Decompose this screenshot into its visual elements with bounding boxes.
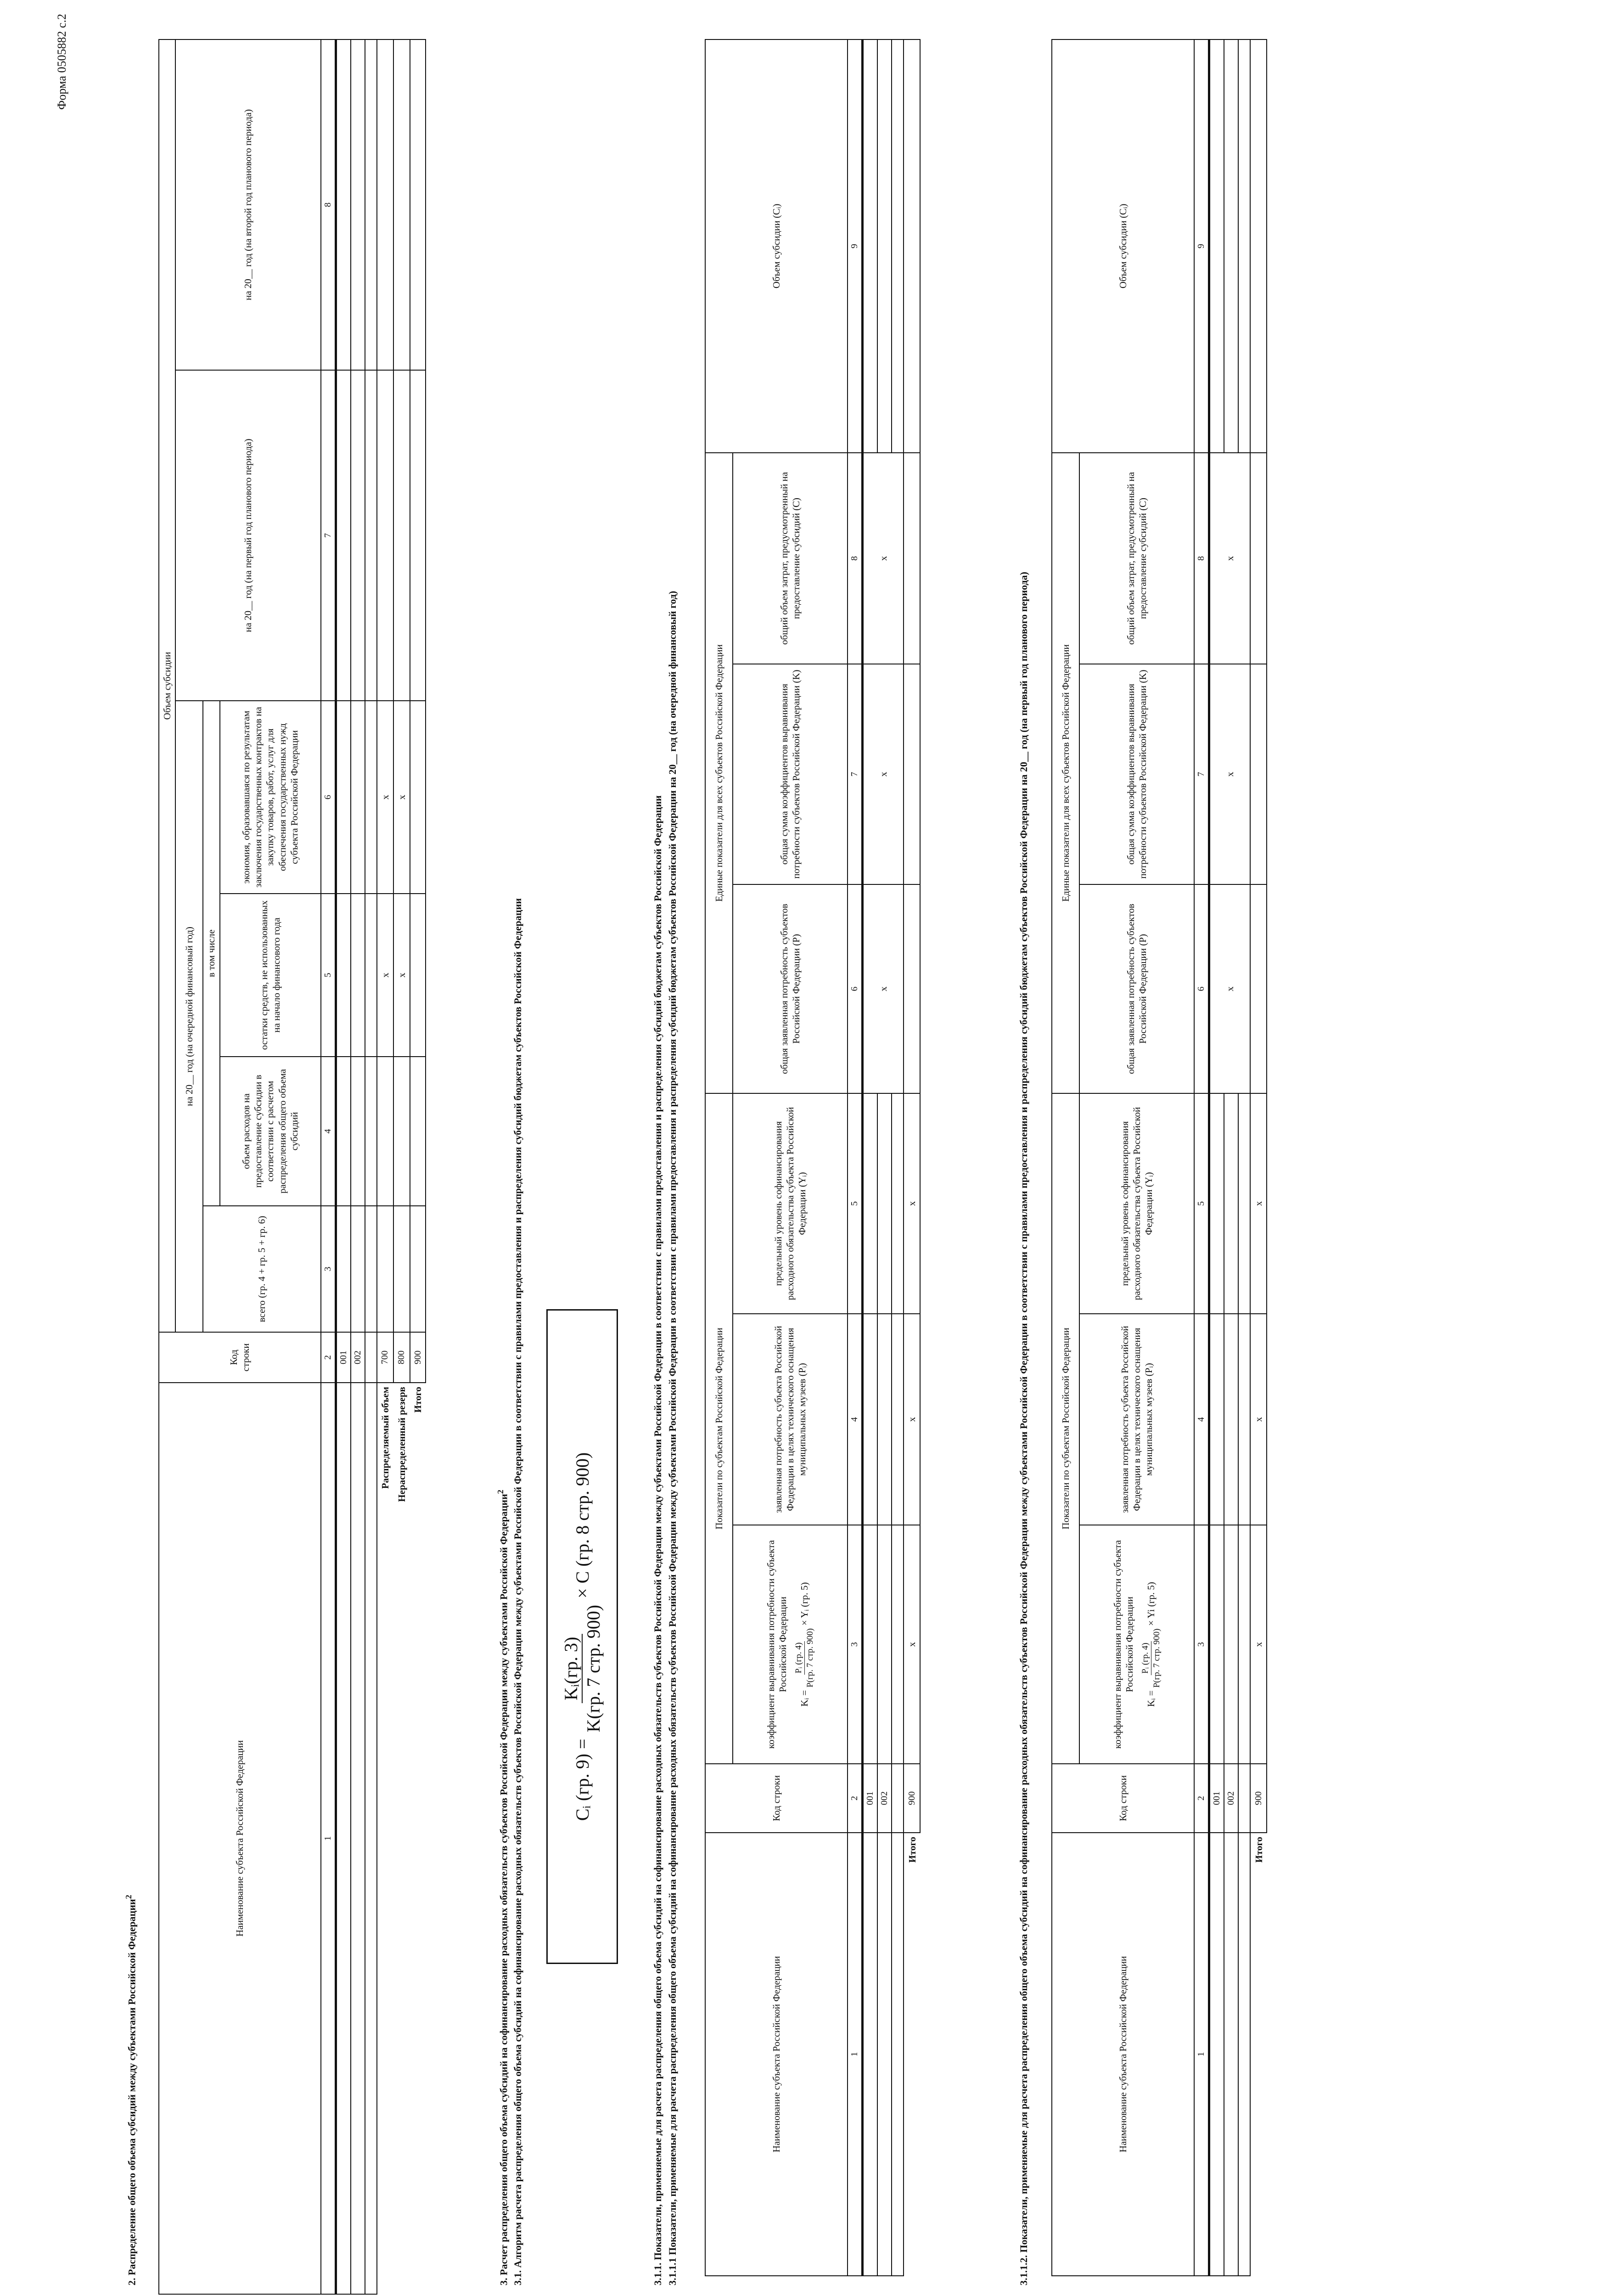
colnum-6: 6 — [848, 884, 863, 1093]
header-col4: заявленная потребность субъекта Российской Федерации в целях технического оснащения муниципальных музеев (Pᵢ) — [1079, 1314, 1194, 1525]
colnum-2: 2 — [321, 1332, 336, 1383]
total-c3: x — [904, 1525, 920, 1764]
cell-c9[interactable] — [863, 39, 878, 453]
summary-c5: x — [393, 894, 410, 1057]
cell-code: 001 — [863, 1764, 878, 1833]
summary-total[interactable] — [377, 1206, 393, 1332]
summary-label: Распределяемый объем — [377, 1383, 393, 2294]
cell-c4[interactable] — [1224, 1314, 1238, 1525]
cell-code: 002 — [351, 1332, 365, 1383]
formula-rhs: × C (гр. 8 стр. 900) — [572, 1452, 593, 1598]
cell-subject[interactable] — [365, 1383, 377, 2294]
summary-c5: x — [377, 894, 393, 1057]
colnum-3: 3 — [321, 1206, 336, 1332]
cell-c9[interactable] — [1238, 39, 1250, 453]
cell-subject[interactable] — [336, 1383, 351, 2294]
cell-subject[interactable] — [351, 1383, 365, 2294]
cell-total[interactable] — [365, 1206, 377, 1332]
header-col8: общий объем затрат, предусмотренный на предоставление субсидий (C) — [1079, 453, 1194, 664]
table-row — [1209, 39, 1224, 2276]
cell-c7-x: x — [863, 664, 904, 884]
summary-c4[interactable] — [377, 1057, 393, 1206]
cell-code: 002 — [1224, 1764, 1238, 1833]
header-col7: общая сумма коэффициентов выравнивания потребности субъектов Российской Федерации (K) — [1079, 664, 1194, 884]
header-row-code: Код строки — [705, 1764, 848, 1833]
summary-row-reserve — [393, 39, 410, 2294]
indicators-table-year2 — [1051, 39, 1267, 2276]
summary-row-total — [410, 39, 426, 2294]
cell-c3[interactable] — [1224, 1525, 1238, 1764]
col3-rhs: × Yᵢ (гр. 5) — [799, 1582, 810, 1626]
formula-numerator: Kᵢ(гр. 3) — [560, 1634, 583, 1703]
colnum-5: 5 — [848, 1093, 863, 1314]
table-row — [877, 39, 892, 2276]
colnum-7: 7 — [1194, 664, 1209, 884]
cell-c7[interactable] — [351, 370, 365, 701]
colnum-6: 6 — [1194, 884, 1209, 1093]
cell-c4[interactable] — [863, 1314, 878, 1525]
cell-total[interactable] — [351, 1206, 365, 1332]
table-row — [351, 39, 365, 2294]
summary-total[interactable] — [393, 1206, 410, 1332]
cell-c4[interactable] — [1238, 1314, 1250, 1525]
colnum-8: 8 — [1194, 453, 1209, 664]
cell-c6[interactable] — [365, 701, 377, 894]
col3-lhs: Kᵢ = — [1145, 1690, 1157, 1707]
colnum-4: 4 — [848, 1314, 863, 1525]
total-label: Итого — [1250, 1833, 1267, 2276]
summary-code: 900 — [410, 1332, 426, 1383]
section3-title-sup: 2 — [496, 1490, 505, 1494]
total-code: 900 — [1250, 1764, 1267, 1833]
cell-c5[interactable] — [351, 894, 365, 1057]
cell-c5[interactable] — [877, 1093, 892, 1314]
colnum-2: 2 — [1194, 1764, 1209, 1833]
summary-c7[interactable] — [393, 370, 410, 701]
section2-title-text: 2. Распределение общего объема субсидий между субъектами Российской Федерации — [126, 1899, 138, 2285]
cell-c5[interactable] — [365, 894, 377, 1057]
total-c6[interactable] — [904, 884, 920, 1093]
col3-fraction — [1140, 1629, 1162, 1688]
colnum-4: 4 — [1194, 1314, 1209, 1525]
total-c7[interactable] — [904, 664, 920, 884]
total-c5: x — [904, 1093, 920, 1314]
colnum-6: 6 — [321, 701, 336, 894]
total-c9[interactable] — [1250, 39, 1267, 453]
table-row — [863, 39, 878, 2276]
cell-subject[interactable] — [1209, 1833, 1224, 2276]
cell-c4[interactable] — [892, 1314, 904, 1525]
total-c4: x — [904, 1314, 920, 1525]
colnum-1: 1 — [321, 1383, 336, 2294]
cell-subject[interactable] — [877, 1833, 892, 2276]
total-code: 900 — [904, 1764, 920, 1833]
table-row — [336, 39, 351, 2294]
total-c8[interactable] — [1250, 453, 1267, 664]
cell-c7[interactable] — [365, 370, 377, 701]
cell-code — [1238, 1764, 1250, 1833]
summary-c4[interactable] — [410, 1057, 426, 1206]
table-row — [892, 39, 904, 2276]
header-col6: общая заявленная потребность субъектов Российской Федерации (P) — [1079, 884, 1194, 1093]
header-col5: предельный уровень софинансирования расходного обязательства субъекта Российской Федерации (Yᵢ) — [733, 1093, 848, 1314]
section311-title: 3.1.1. Показатели, применяемые для расчета распределения общего объема субсидий на софинансирование расходных обязательств субъектов Российской Федерации между субъектами Российской Федерации в соответствии с правилами предоставления и распределения субсидий бюджетам субъектов Российской Федерации — [652, 795, 663, 2285]
cell-c9[interactable] — [877, 39, 892, 453]
header-col3 — [1079, 1525, 1194, 1764]
cell-c8[interactable] — [365, 39, 377, 370]
summary-total[interactable] — [410, 1206, 426, 1332]
header-col4: заявленная потребность субъекта Российской Федерации в целях технического оснащения муниципальных музеев (Pᵢ) — [733, 1314, 848, 1525]
total-c3: x — [1250, 1525, 1267, 1764]
table-row — [1224, 39, 1238, 2276]
colnum-3: 3 — [848, 1525, 863, 1764]
total-c8[interactable] — [904, 453, 920, 664]
col3-rhs: × Yi (гр. 5) — [1145, 1582, 1157, 1626]
form-number: Форма 0505882 с.2 — [55, 14, 68, 110]
header-col5: остатки средств, не использованных на начало финансового года — [220, 894, 321, 1057]
col3-den: P(гр. 7 стр. 900) — [1151, 1628, 1162, 1688]
header-year-current: на 20__ год (на очередной финансовый год) — [175, 701, 203, 1332]
cell-code — [365, 1332, 377, 1383]
table-row — [1238, 39, 1250, 2276]
total-c5: x — [1250, 1093, 1267, 1314]
section3111-title: 3.1.1.1 Показатели, применяемые для расчета распределения общего объема субсидий на софинансирование расходных обязательств субъектов Российской Федерации между субъектами Российской Федерации в соответствии с правилами предоставления и распределения субсидий бюджетам субъектов Российской Федерации на 20__ год (на очередной финансовый год) — [667, 591, 678, 2285]
col3-num: Pᵢ (гр. 4) — [1140, 1641, 1151, 1675]
colnum-1: 1 — [848, 1833, 863, 2276]
cell-c7[interactable] — [336, 370, 351, 701]
total-c6[interactable] — [1250, 884, 1267, 1093]
summary-label: Нераспределенный резерв — [393, 1383, 410, 2294]
colnum-8: 8 — [848, 453, 863, 664]
cell-c3[interactable] — [877, 1525, 892, 1764]
cell-subject[interactable] — [863, 1833, 878, 2276]
header-col7: общая сумма коэффициентов выравнивания потребности субъектов Российской Федерации (K) — [733, 664, 848, 884]
cell-c4[interactable] — [336, 1057, 351, 1206]
header-col5: предельный уровень софинансирования расходного обязательства субъекта Российской Федерации (Yᵢ) — [1079, 1093, 1194, 1314]
colnum-3: 3 — [1194, 1525, 1209, 1764]
colnum-8: 8 — [321, 39, 336, 370]
header-col8: общий объем затрат, предусмотренный на предоставление субсидий (C) — [733, 453, 848, 664]
cell-c7-x: x — [1209, 664, 1251, 884]
total-c4: x — [1250, 1314, 1267, 1525]
colnum-1: 1 — [1194, 1833, 1209, 2276]
colnum-9: 9 — [1194, 39, 1209, 453]
cell-subject[interactable] — [1238, 1833, 1250, 2276]
cell-c3[interactable] — [892, 1525, 904, 1764]
cell-c8[interactable] — [351, 39, 365, 370]
summary-row-distributed — [377, 39, 393, 2294]
col3-fraction — [793, 1628, 816, 1688]
header-group-subject: Показатели по субъектам Российской Федерации — [1052, 1093, 1079, 1764]
col3-formula — [793, 1582, 816, 1707]
cell-c5[interactable] — [336, 894, 351, 1057]
col3-num: Pᵢ (гр. 4) — [793, 1641, 805, 1675]
colnum-7: 7 — [848, 664, 863, 884]
summary-code: 800 — [393, 1332, 410, 1383]
summary-c8[interactable] — [393, 39, 410, 370]
section3112-title: 3.1.1.2. Показатели, применяемые для расчета распределения общего объема субсидий на софинансирование расходных обязательств субъектов Российской Федерации между субъектами Российской Федерации в соответствии с правилами предоставления и распределения субсидий бюджетам субъектов Российской Федерации на 20__ год (на первый год планового периода) — [1018, 572, 1029, 2285]
formula-fraction — [560, 1602, 604, 1735]
table-row — [365, 39, 377, 2294]
header-col3 — [733, 1525, 848, 1764]
cell-total[interactable] — [336, 1206, 351, 1332]
header-row-code: Код строки — [159, 1332, 321, 1383]
cell-c9[interactable] — [1209, 39, 1224, 453]
header-col9: Объем субсидии (Cᵢ) — [1052, 39, 1194, 453]
summary-c5[interactable] — [410, 894, 426, 1057]
cell-c3[interactable] — [1238, 1525, 1250, 1764]
section3-title-text: 3. Расчет распределения общего объема субсидий на софинансирование расходных обязательств субъектов Российской Федерации между субъектами Российской Федерации — [498, 1494, 510, 2285]
cell-code: 001 — [336, 1332, 351, 1383]
subsidy-distribution-table — [158, 39, 426, 2295]
summary-c6: x — [393, 701, 410, 894]
header-group-common: Единые показатели для всех субъектов Российской Федерации — [1052, 453, 1079, 1093]
indicators-table-year1 — [705, 39, 921, 2276]
cell-c5[interactable] — [1209, 1093, 1224, 1314]
header-year-plan2: на 20__ год (на второй год планового периода) — [175, 39, 320, 370]
header-group-subject: Показатели по субъектам Российской Федерации — [705, 1093, 733, 1764]
colnum-5: 5 — [321, 894, 336, 1057]
header-subject-name: Наименование субъекта Российской Федерации — [705, 1833, 848, 2276]
summary-code: 700 — [377, 1332, 393, 1383]
header-col6: общая заявленная потребность субъектов Российской Федерации (P) — [733, 884, 848, 1093]
section31-title: 3.1. Алгоритм расчета распределения общего объема субсидий на софинансирование расходных обязательств субъектов Российской Федерации между субъектами Российской Федерации в соответствии с правилами предоставления и распределения субсидий бюджетам субъектов Российской Федерации — [512, 898, 523, 2285]
cell-c9[interactable] — [892, 39, 904, 453]
col3-den: P(гр. 7 стр. 900) — [805, 1628, 815, 1688]
summary-label: Итого — [410, 1383, 426, 2294]
header-col4: объем расходов на предоставление субсидии в соответствии с расчетом распределения общего объема субсидий — [220, 1057, 321, 1206]
summary-c8[interactable] — [377, 39, 393, 370]
cell-c5[interactable] — [892, 1093, 904, 1314]
cell-c8-x: x — [863, 453, 904, 664]
formula-lhs: Cᵢ (гр. 9) = — [572, 1739, 593, 1821]
header-col6: экономия, образовавшаяся по результатам заключения государственных контрактов на закупку товаров, работ, услуг для обеспечения государственных нужд субъекта Российской Федерации — [220, 701, 321, 894]
cell-c3[interactable] — [863, 1525, 878, 1764]
cell-c5[interactable] — [1238, 1093, 1250, 1314]
section3-title — [496, 1490, 510, 2285]
summary-c4[interactable] — [393, 1057, 410, 1206]
cell-subject[interactable] — [1224, 1833, 1238, 2276]
header-row-code: Код строки — [1052, 1764, 1194, 1833]
header-group-common: Единые показатели для всех субъектов Российской Федерации — [705, 453, 733, 1093]
summary-c7[interactable] — [377, 370, 393, 701]
header-col9: Объем субсидии (Cᵢ) — [705, 39, 848, 453]
summary-c6: x — [377, 701, 393, 894]
cell-c6[interactable] — [351, 701, 365, 894]
total-c7[interactable] — [1250, 664, 1267, 884]
colnum-2: 2 — [848, 1764, 863, 1833]
header-total: всего (гр. 4 + гр. 5 + гр. 6) — [203, 1206, 320, 1332]
total-row — [904, 39, 920, 2276]
cell-c5[interactable] — [863, 1093, 878, 1314]
cell-c6-x: x — [863, 884, 904, 1093]
header-including: в том числе — [203, 701, 219, 1206]
colnum-4: 4 — [321, 1057, 336, 1206]
colnum-7: 7 — [321, 370, 336, 701]
cell-c6-x: x — [1209, 884, 1251, 1093]
colnum-9: 9 — [848, 39, 863, 453]
cell-c4[interactable] — [877, 1314, 892, 1525]
cell-c9[interactable] — [1224, 39, 1238, 453]
cell-subject[interactable] — [892, 1833, 904, 2276]
summary-c6[interactable] — [410, 701, 426, 894]
cell-c6[interactable] — [336, 701, 351, 894]
allocation-formula — [546, 1309, 618, 1964]
section2-title — [124, 1895, 138, 2285]
cell-c5[interactable] — [1224, 1093, 1238, 1314]
cell-code — [892, 1764, 904, 1833]
summary-c7[interactable] — [410, 370, 426, 701]
cell-c4[interactable] — [1209, 1314, 1224, 1525]
cell-c4[interactable] — [365, 1057, 377, 1206]
cell-c4[interactable] — [351, 1057, 365, 1206]
header-year-plan1: на 20__ год (на первый год планового периода) — [175, 370, 320, 701]
cell-code: 001 — [1209, 1764, 1224, 1833]
cell-c8[interactable] — [336, 39, 351, 370]
col3-title: коэффициент выравнивания потребности субъекта Российской Федерации — [1112, 1540, 1135, 1749]
col3-lhs: Kᵢ = — [799, 1690, 810, 1707]
col3-formula — [1140, 1582, 1162, 1707]
header-subject-name: Наименование субъекта Российской Федерации — [159, 1383, 321, 2294]
total-label: Итого — [904, 1833, 920, 2276]
header-subject-name: Наименование субъекта Российской Федерации — [1052, 1833, 1194, 2276]
cell-c3[interactable] — [1209, 1525, 1224, 1764]
formula-denominator: K(гр. 7 стр. 900) — [583, 1604, 604, 1733]
total-c9[interactable] — [904, 39, 920, 453]
cell-code: 002 — [877, 1764, 892, 1833]
header-subsidy-volume: Объем субсидии — [159, 39, 175, 1332]
cell-c8-x: x — [1209, 453, 1251, 664]
colnum-5: 5 — [1194, 1093, 1209, 1314]
total-row — [1250, 39, 1267, 2276]
summary-c8[interactable] — [410, 39, 426, 370]
col3-title: коэффициент выравнивания потребности субъекта Российской Федерации — [765, 1540, 788, 1749]
section2-title-sup: 2 — [124, 1895, 133, 1899]
